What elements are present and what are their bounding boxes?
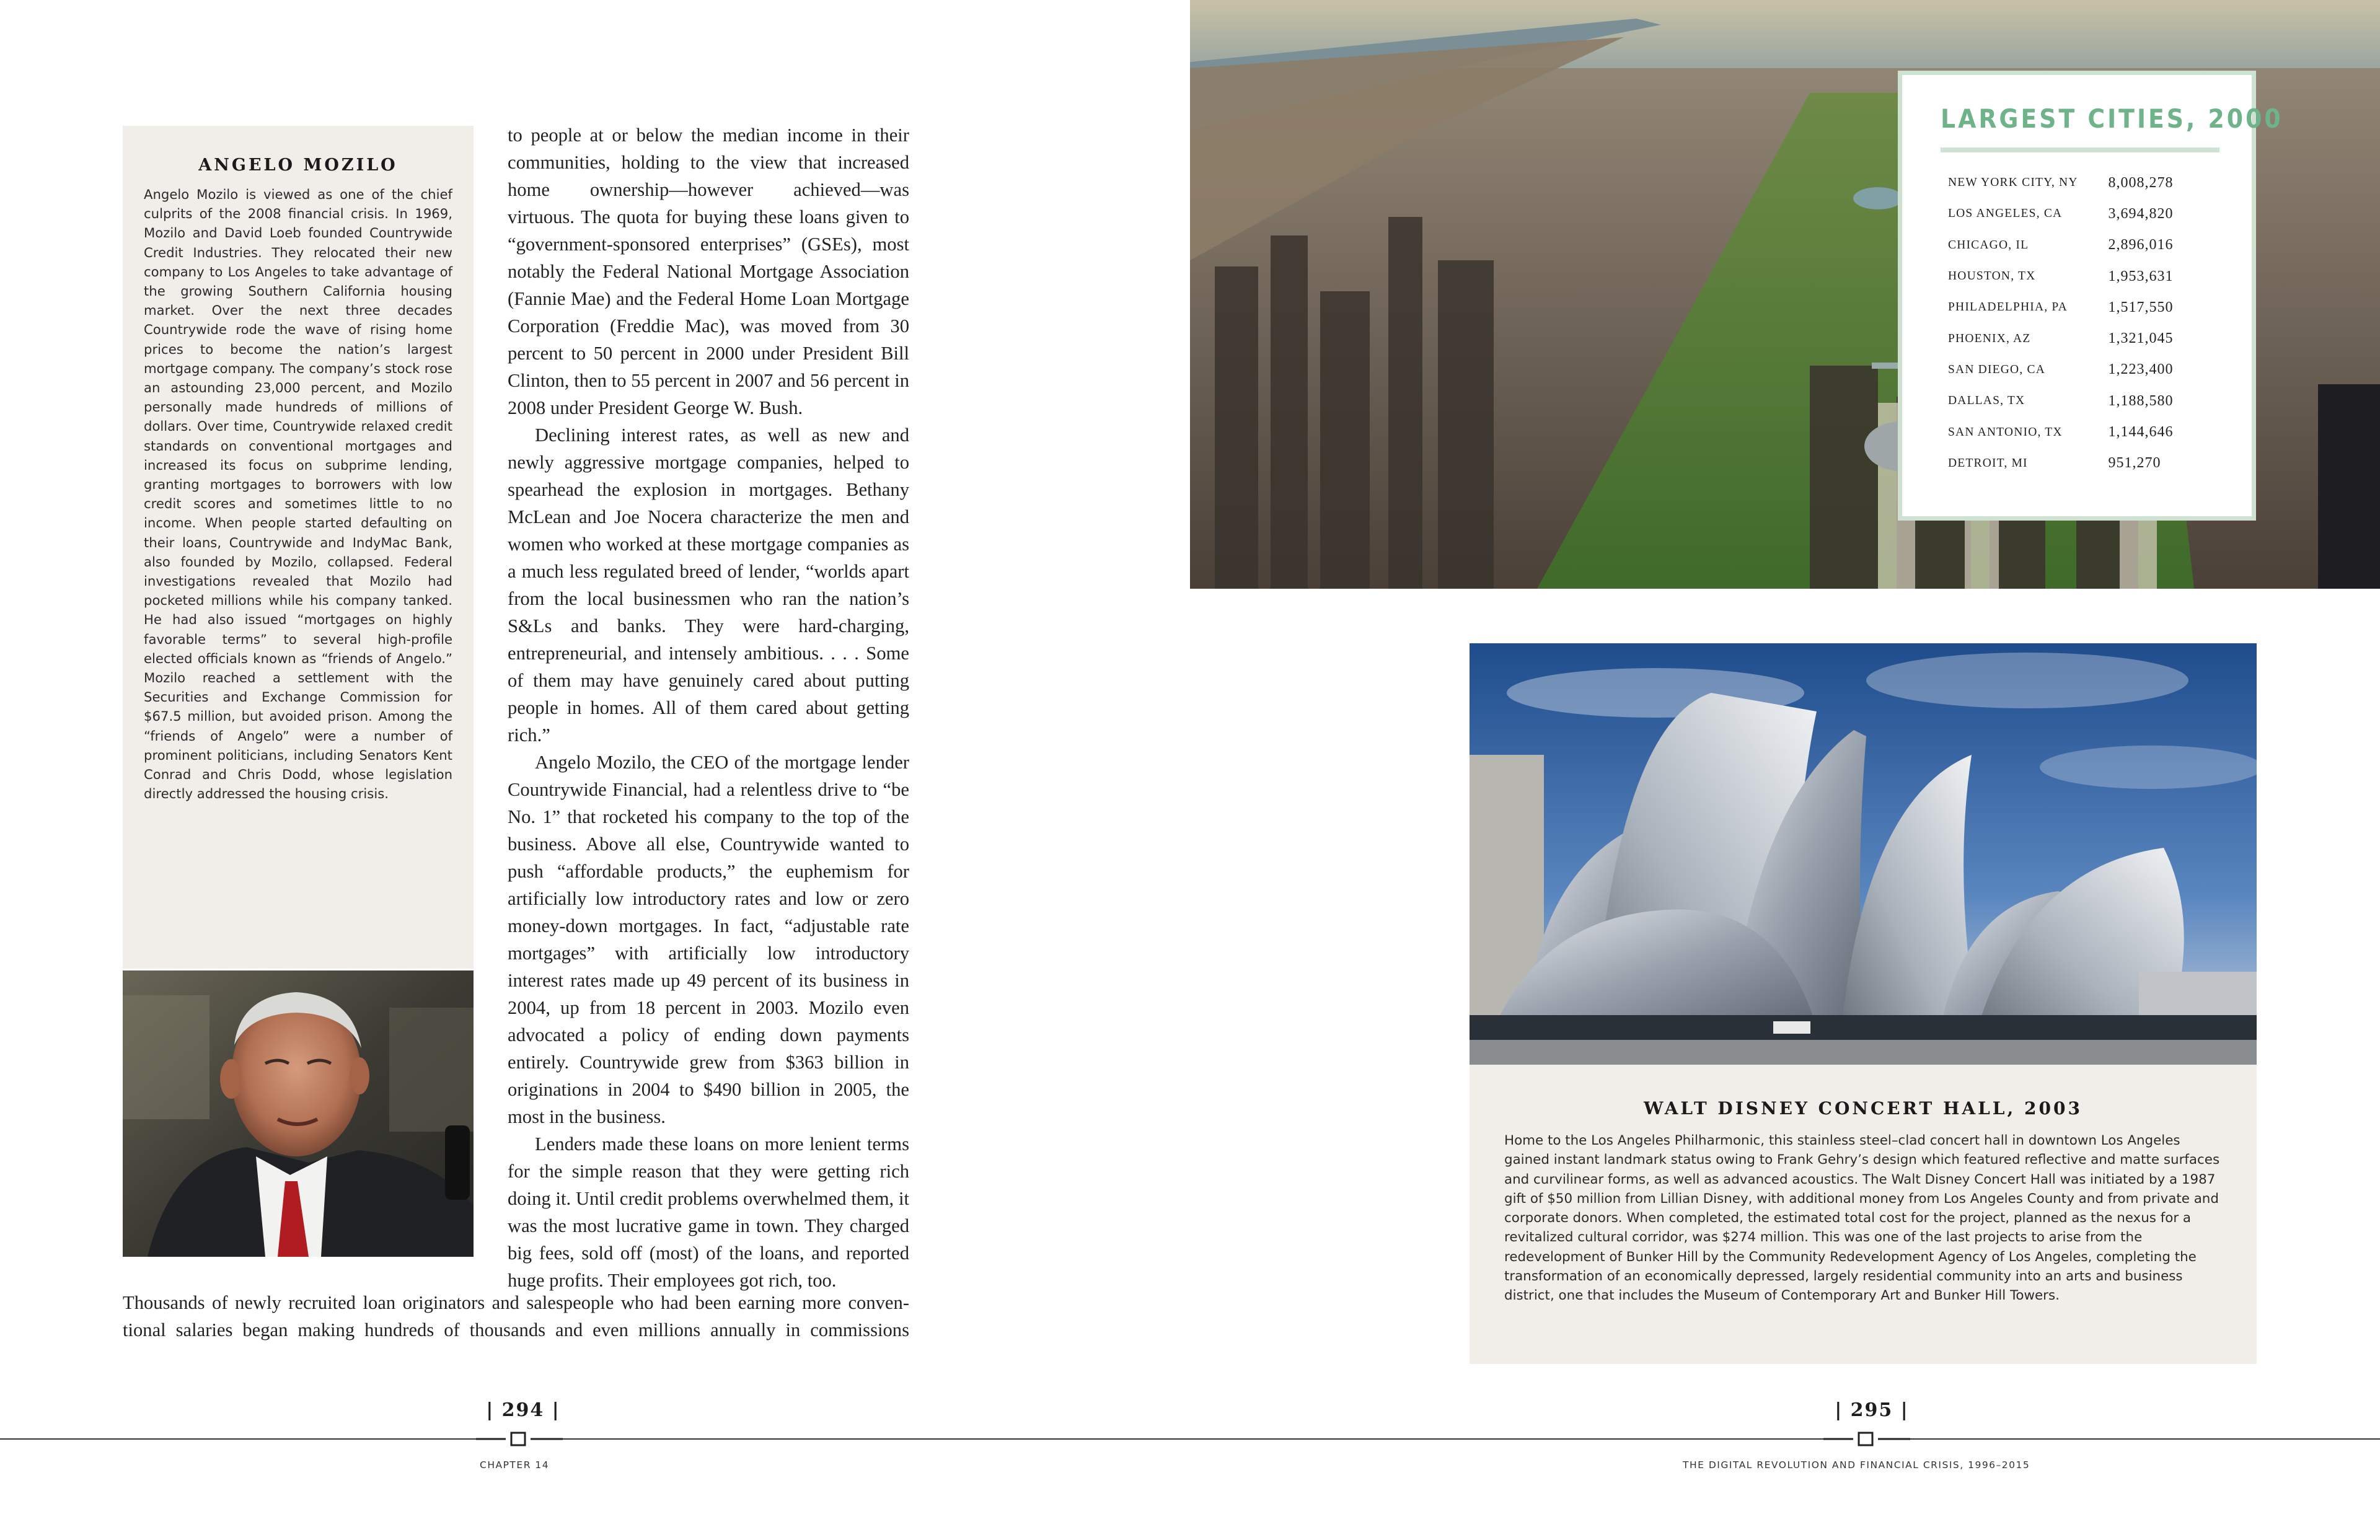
cities-list — [1941, 167, 2219, 479]
cities-title-rule — [1941, 147, 2219, 152]
city-name: DETROIT, MI — [1948, 456, 2028, 470]
page-number-right: | 295 | — [1822, 1399, 1921, 1421]
caption-body: Home to the Los Angeles Philharmonic, this stainless steel–clad concert hall in downtown Los Angeles gained instant landmark status owing to Frank Gehry’s design which featured reflective and matte surfaces and curvilinear forms, as well as advanced acoustics. The Walt Disney Concert Hall was initiated by a 1987 gift of $50 million from Lillian Disney, with additional money from Los Angeles County and from private and corporate donors. When completed, the estimated total cost for the project, planned as the nexus for a revitalized cultural corridor, was $274 million. This was one of the last projects to arise from the redevelopment of Bunker Hill by the Community Redevelopment Agency of Los Angeles, completing the transformation of an economically depressed, largely residential community into an arts and business district, one that includes the Museum of Contemporary Art and Bunker Hill Towers. — [1504, 1133, 2220, 1304]
footer-rule — [0, 1438, 2380, 1440]
full-width-text — [123, 1289, 909, 1344]
page-ornament-left — [476, 1429, 563, 1450]
mozilo-portrait-illustration — [123, 970, 474, 1257]
main-text-column — [508, 121, 909, 1294]
city-row — [1941, 448, 2219, 479]
city-name: PHOENIX, AZ — [1948, 332, 2031, 345]
running-footer-right: THE DIGITAL REVOLUTION AND FINANCIAL CRISIS, 1996–2015 — [1683, 1459, 2030, 1471]
cities-table-title: LARGEST CITIES, 2000 — [1941, 103, 2283, 134]
full-width-line: tional salaries began making hundreds of thousands and even millions annually in commissions — [123, 1319, 909, 1340]
disney-concert-hall-illustration — [1470, 643, 2257, 1065]
largest-cities-table — [1898, 71, 2283, 521]
city-population: 8,008,278 — [2108, 174, 2174, 191]
city-row — [1941, 416, 2219, 447]
sidebar-angelo-mozilo — [123, 126, 474, 969]
city-population: 1,517,550 — [2108, 299, 2174, 315]
city-name: SAN DIEGO, CA — [1948, 363, 2045, 376]
sidebar-title: ANGELO MOZILO — [198, 156, 398, 175]
city-population: 2,896,016 — [2108, 237, 2174, 253]
city-population: 951,270 — [2108, 455, 2161, 472]
disney-hall-caption — [1470, 1065, 2257, 1364]
body-paragraph: to people at or below the median income in their communities, holding to the view that increased home ownership—however achieved—was virtuous. The quota for buying these loans given to “government-sponsored enterprises” (GSEs), most notably the Federal National Mortgage Association (Fannie Mae) and the Federal Home Loan Mortgage Corporation (Freddie Mac), was moved from 30 percent to 50 percent in 2000 under President Bill Clinton, then to 55 percent in 2007 and 56 percent in 2008 under President George W. Bush. — [508, 125, 909, 418]
city-name: DALLAS, TX — [1948, 394, 2025, 408]
city-name: PHILADELPHIA, PA — [1948, 301, 2068, 314]
city-name: CHICAGO, IL — [1948, 238, 2029, 252]
sidebar-body: Angelo Mozilo is viewed as one of the chief culprits of the 2008 financial crisis. In 1969, Mozilo and David Loeb founded Countrywide Credit Industries. They relocated their new company to Los Angeles to take advantage of the growing Southern California housing market. Over the next three decades Countrywide rode the wave of rising home prices to become the nation’s largest mortgage company. The company’s stock rose an astounding 23,000 percent, and Mozilo personally made hundreds of millions of dollars. Over time, Countrywide relaxed credit standards on conventional mortgages and increased its focus on subprime lending, granting mortgages to borrowers with low credit scores and sometimes little to no income. When people started defaulting on their loans, Countrywide and IndyMac Bank, also founded by Mozilo, collapsed. Federal investigations revealed that Mozilo had pocketed millions while his company tanked. He had also issued “mortgages on highly favorable terms” to several high-profile elected officials known as “friends of Angelo.” Mozilo reached a settlement with the Securities and Exchange Commission for $67.5 million, but avoided prison. Among the “friends of Angelo” were a number of prominent politicians, including Senators Kent Conrad and Chris Dodd, whose legislation directly addressed the housing crisis. — [144, 187, 452, 802]
caption-title: WALT DISNEY CONCERT HALL, 2003 — [1644, 1098, 2082, 1119]
city-name: HOUSTON, TX — [1948, 270, 2036, 283]
ornament-icon — [1823, 1429, 1910, 1450]
body-paragraph: Declining interest rates, as well as new and newly aggressive mortgage companies, helped to spearhead the explosion in mortgages. Bethany McLean and Joe Nocera characterize the men and women who worked at these mortgage companies as a much less regulated breed of lender, “worlds apart from the local businessmen who ran the nation’s S&Ls and banks. They were hard-charging, entrepreneurial, and intensely ambitious. . . . Some of them may have genuinely cared about putting people in homes. All of them cared about getting rich.” — [508, 425, 909, 746]
city-row — [1941, 354, 2219, 385]
city-population: 1,953,631 — [2108, 268, 2174, 284]
mozilo-portrait-photo — [123, 970, 474, 1257]
body-paragraph: Angelo Mozilo, the CEO of the mortgage lender Countrywide Financial, had a relentless drive to “be No. 1” that rocketed his company to the top of the business. Above all else, Countrywide wanted to push “affordable products,” the euphemism for artificially low introductory rates and low or zero money-down mortgages. In fact, “adjustable rate mortgages” with artificially low introductory interest rates made up 49 percent of its business in 2004, up from 18 percent in 2003. Mozilo even advocated a policy of ending down payments entirely. Countrywide grew from $363 billion in originations in 2004 to $490 billion in 2005, the most in the business. — [508, 752, 909, 1127]
city-name: NEW YORK CITY, NY — [1948, 176, 2078, 190]
running-footer-left: CHAPTER 14 — [480, 1459, 550, 1471]
city-row — [1941, 230, 2219, 261]
city-row — [1941, 385, 2219, 416]
ornament-icon — [476, 1429, 563, 1450]
body-paragraph: Lenders made these loans on more lenient terms for the simple reason that they were getting rich doing it. Until credit problems overwhelmed them, it was the most lucrative game in town. They charged big fees, sold off (most) of the loans, and reported huge profits. Their employees got rich, too. — [508, 1133, 909, 1291]
city-name: SAN ANTONIO, TX — [1948, 425, 2063, 439]
page-number-left: | 294 | — [474, 1399, 573, 1421]
city-row — [1941, 261, 2219, 292]
city-row — [1941, 323, 2219, 354]
city-population: 1,144,646 — [2108, 424, 2174, 441]
full-width-line: Thousands of newly recruited loan originators and salespeople who had been earning more conven- — [123, 1292, 909, 1313]
city-name: LOS ANGELES, CA — [1948, 207, 2063, 221]
page-ornament-right — [1823, 1429, 1910, 1450]
city-population: 1,223,400 — [2108, 361, 2174, 378]
city-row — [1941, 198, 2219, 229]
city-population: 1,321,045 — [2108, 330, 2174, 347]
city-population: 3,694,820 — [2108, 205, 2174, 222]
city-row — [1941, 167, 2219, 198]
city-population: 1,188,580 — [2108, 392, 2174, 409]
disney-concert-hall-photo — [1470, 643, 2257, 1065]
city-row — [1941, 292, 2219, 323]
